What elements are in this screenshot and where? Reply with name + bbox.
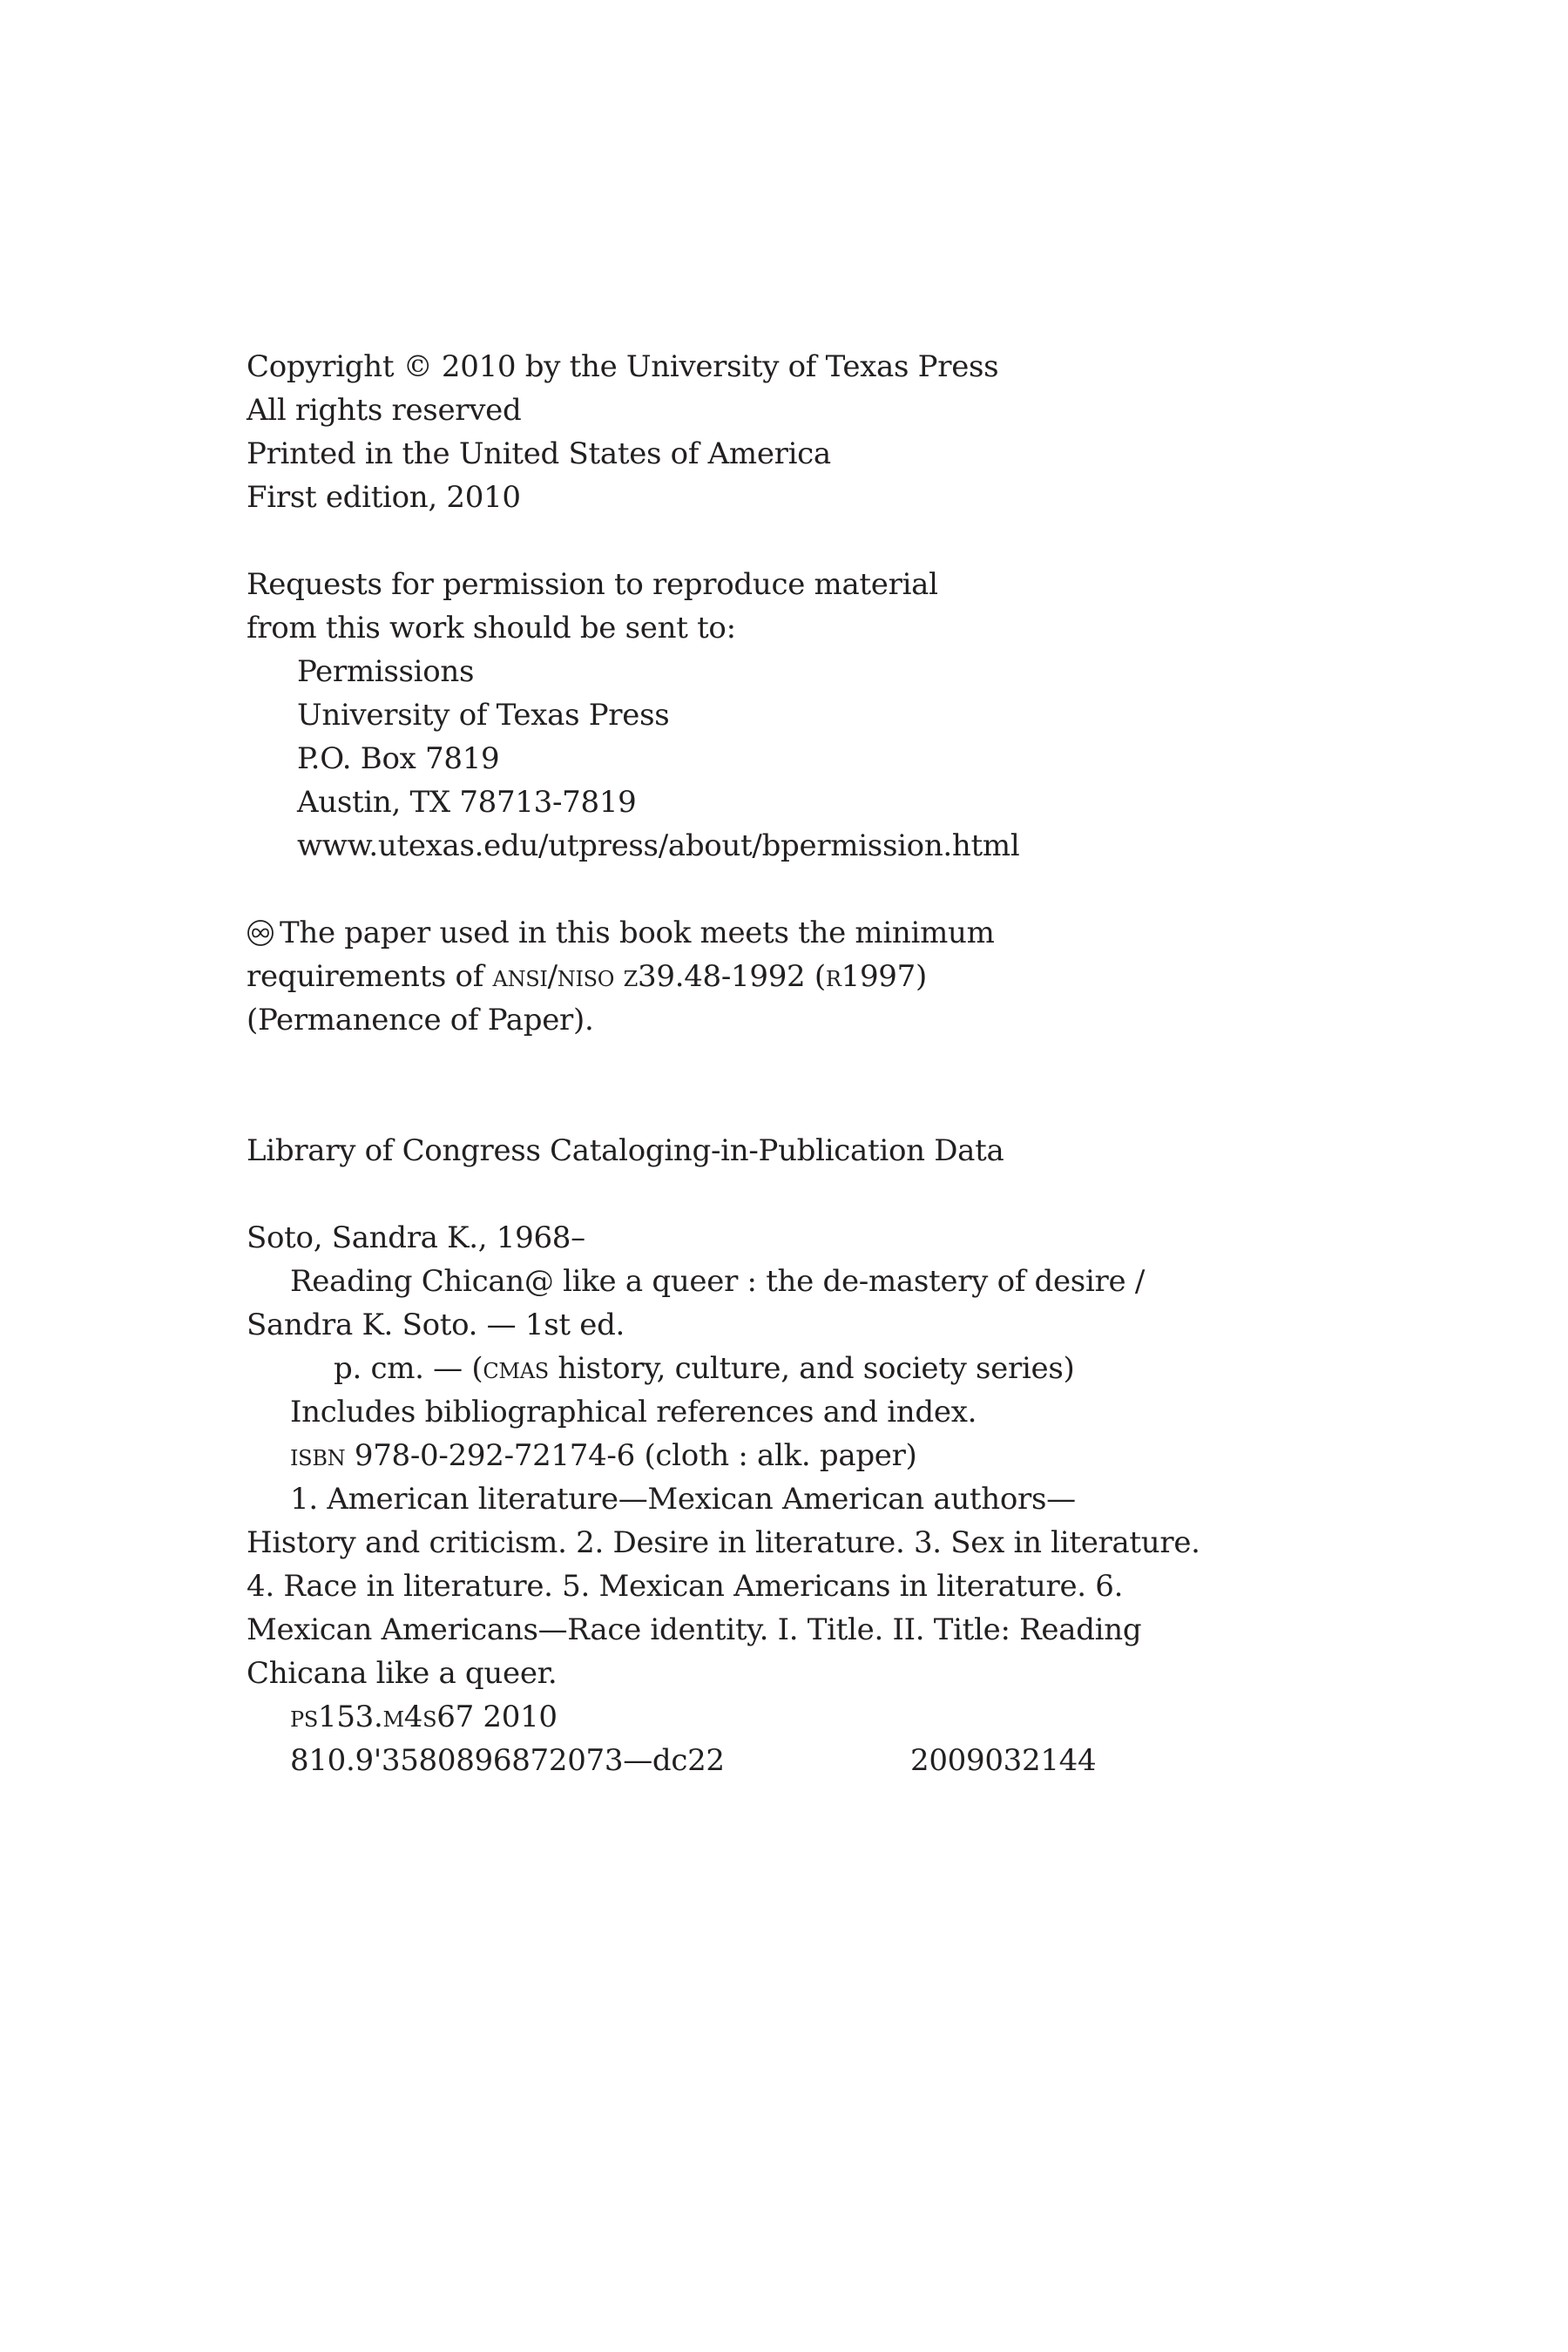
paper-line-2 [247, 959, 927, 994]
cip-subject-line-2: History and criticism. 2. Desire in literature. 3. Sex in literature. [247, 1525, 1200, 1560]
paper-standard-code: z39.48-1992 [614, 959, 814, 994]
cip-title-line-2: Sandra K. Soto. — 1st ed. [247, 1308, 625, 1342]
address-publisher: University of Texas Press [297, 698, 670, 733]
cip-lc-classification: ps153.m4s67 2010 [290, 1700, 558, 1734]
address-po-box: P.O. Box 7819 [297, 741, 500, 776]
cip-isbn [290, 1438, 917, 1473]
cip-physical-description [334, 1351, 1075, 1386]
permissions-intro-line-1: Requests for permission to reproduce material [247, 567, 938, 602]
cip-subject-line-3: 4. Race in literature. 5. Mexican Americans in literature. 6. [247, 1569, 1124, 1604]
paper-line-3: (Permanence of Paper). [247, 1003, 594, 1037]
cip-physical-suffix: history, culture, and society series) [548, 1351, 1075, 1386]
permissions-intro-line-2: from this work should be sent to: [247, 611, 736, 645]
cip-isbn-label: isbn [290, 1438, 346, 1473]
address-url: www.utexas.edu/utpress/about/bpermission.html [297, 828, 1020, 863]
cip-series-abbr: cmas [483, 1351, 549, 1386]
address-permissions: Permissions [297, 654, 475, 689]
paper-line-1 [247, 918, 995, 948]
cip-heading: Library of Congress Cataloging-in-Publication Data [247, 1133, 1004, 1168]
permanent-paper-infinity-icon [247, 919, 274, 947]
address-city: Austin, TX 78713-7819 [297, 785, 637, 820]
cip-isbn-value: 978-0-292-72174-6 (cloth : alk. paper) [345, 1438, 917, 1473]
paper-line-2-prefix: requirements of [247, 959, 493, 994]
paper-standard: ansi/niso [492, 959, 615, 994]
rights-line: All rights reserved [247, 393, 522, 428]
cip-physical-prefix: p. cm. — ( [334, 1351, 483, 1386]
paper-standard-revision: (r1997) [814, 959, 927, 994]
printed-line: Printed in the United States of America [247, 436, 831, 471]
cip-title-line-1: Reading Chican@ like a queer : the de-mastery of desire / [290, 1264, 1145, 1299]
cip-bibliography-note: Includes bibliographical references and index. [290, 1395, 977, 1429]
copyright-line: Copyright © 2010 by the University of Texas Press [247, 349, 999, 384]
cip-subject-line-4: Mexican Americans—Race identity. I. Title. II. Title: Reading [247, 1612, 1142, 1647]
paper-line-1-text: The paper used in this book meets the minimum [280, 916, 995, 950]
cip-author: Soto, Sandra K., 1968– [247, 1220, 585, 1255]
cip-subject-line-1: 1. American literature—Mexican American authors— [290, 1482, 1076, 1517]
cip-lccn: 2009032144 [910, 1743, 1097, 1778]
edition-line: First edition, 2010 [247, 480, 521, 515]
cip-dewey-classification: 810.9'3580896872073—dc22 [290, 1743, 725, 1778]
cip-subject-line-5: Chicana like a queer. [247, 1656, 558, 1691]
